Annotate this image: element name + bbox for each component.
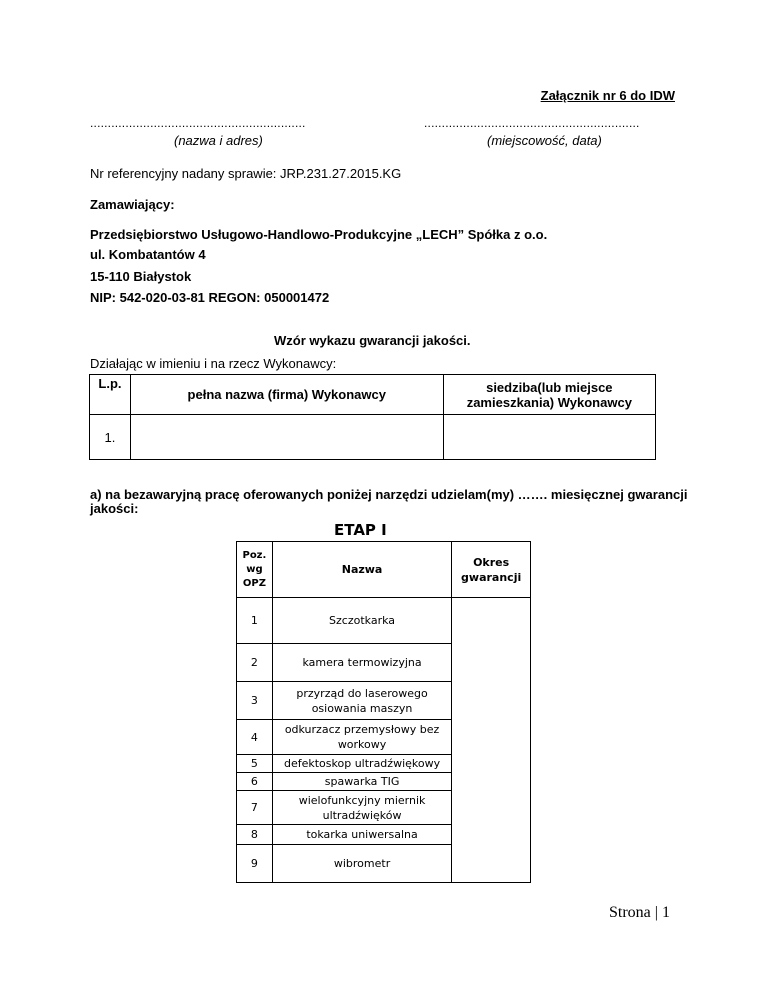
tool-name-cell: wielofunkcyjny miernik ultradźwięków (272, 791, 451, 825)
position-cell: 9 (237, 845, 273, 883)
position-cell: 4 (237, 720, 273, 755)
tool-name-cell: spawarka TIG (272, 773, 451, 791)
caption-name-address: (nazwa i adres) (174, 133, 263, 148)
header-contractor-name: pełna nazwa (firma) Wykonawcy (130, 375, 443, 415)
acting-text: Działając w imieniu i na rzecz Wykonawcy: (90, 356, 337, 371)
tool-name-cell: tokarka uniwersalna (272, 825, 451, 845)
tool-name-cell: Szczotkarka (272, 598, 451, 644)
header-contractor-seat: siedziba(lub miejsce zamieszkania) Wykonawcy (443, 375, 655, 415)
tools-header-row (237, 542, 531, 598)
position-cell: 7 (237, 791, 273, 825)
contractor-seat-cell[interactable] (443, 415, 655, 460)
tools-table (236, 541, 531, 883)
contractor-header-row (90, 375, 656, 415)
page-footer: Strona | 1 (609, 904, 670, 921)
buyer-heading: Zamawiający: (90, 197, 175, 212)
header-name: Nazwa (272, 542, 451, 598)
table-row (90, 415, 656, 460)
signature-dots-right: ............................................................. (424, 116, 640, 130)
tool-name-cell: defektoskop ultradźwiękowy (272, 755, 451, 773)
position-cell: 5 (237, 755, 273, 773)
row-lp: 1. (90, 415, 131, 460)
buyer-street: ul. Kombatantów 4 (90, 247, 206, 262)
attachment-title: Załącznik nr 6 do IDW (540, 88, 675, 103)
reference-line: Nr referencyjny nadany sprawie: JRP.231.27.2015.KG (90, 166, 402, 181)
position-cell: 1 (237, 598, 273, 644)
caption-place-date: (miejscowość, data) (487, 133, 602, 148)
header-position: Poz. wg OPZ (237, 542, 273, 598)
buyer-city: 15-110 Białystok (90, 269, 192, 284)
tool-name-cell: przyrząd do laserowego osiowania maszyn (272, 682, 451, 720)
tool-name-cell: odkurzacz przemysłowy bez workowy (272, 720, 451, 755)
table-row (237, 598, 531, 644)
tool-name-cell: kamera termowizyjna (272, 644, 451, 682)
buyer-ids: NIP: 542-020-03-81 REGON: 050001472 (90, 290, 330, 305)
warranty-period-cell[interactable] (452, 598, 531, 883)
header-warranty-period: Okres gwarancji (452, 542, 531, 598)
tool-name-cell: wibrometr (272, 845, 451, 883)
position-cell: 2 (237, 644, 273, 682)
contractor-table (89, 374, 656, 460)
form-title: Wzór wykazu gwarancji jakości. (274, 333, 471, 348)
position-cell: 3 (237, 682, 273, 720)
warranty-statement: a) na bezawaryjną pracę oferowanych poniżej narzędzi udzielam(my) ……. miesięcznej gwarancji jakości: (90, 487, 688, 516)
stage-title: ETAP I (334, 521, 387, 539)
position-cell: 8 (237, 825, 273, 845)
header-lp: L.p. (90, 375, 131, 415)
contractor-name-cell[interactable] (130, 415, 443, 460)
position-cell: 6 (237, 773, 273, 791)
signature-dots-left: ............................................................. (90, 116, 306, 130)
buyer-name: Przedsiębiorstwo Usługowo-Handlowo-Produkcyjne „LECH” Spółka z o.o. (90, 227, 548, 242)
